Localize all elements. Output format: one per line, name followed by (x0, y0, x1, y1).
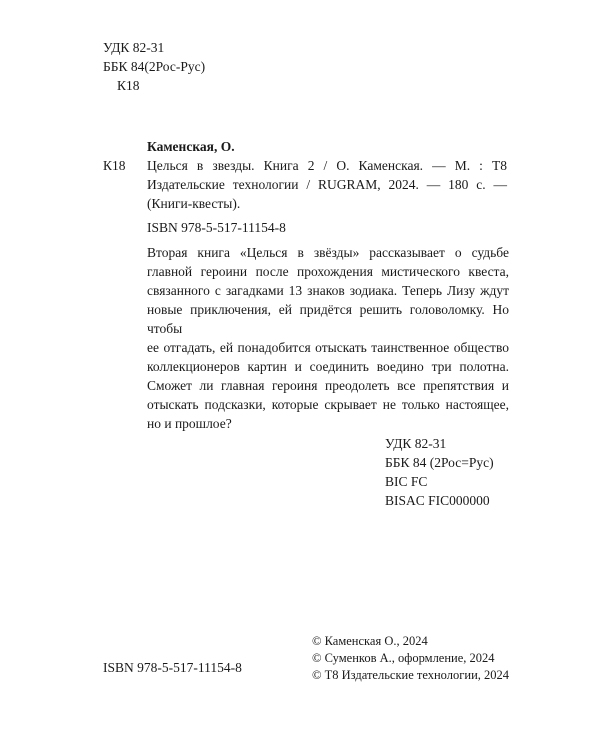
classification-block (385, 434, 494, 510)
header-classification (103, 38, 205, 95)
description-line: Целься в звезды. Книга 2 / О. Каменская. — М. : Т8 (147, 158, 507, 173)
copyright-line: © Т8 Издательские технологии, 2024 (312, 668, 510, 682)
isbn: ISBN 978-5-517-11154-8 (147, 220, 286, 235)
annotation-line: ее отгадать, ей понадобится отыскать таинственное общество (147, 340, 509, 355)
udk-code: УДК 82-31 (385, 436, 447, 451)
annotation-line: но и прошлое? (147, 416, 232, 431)
annotation-line: Сможет ли главная героиня преодолеть все препятствия и (147, 378, 509, 393)
bbk-code: ББК 84(2Рос-Рус) (103, 59, 206, 74)
annotation (147, 243, 509, 433)
copyright-line: © Суменков А., оформление, 2024 (312, 651, 495, 665)
bic-code: BIC FC (385, 474, 428, 489)
annotation-line: отыскать подсказки, которые скрывает не только настоящее, (147, 397, 509, 412)
footer-isbn: ISBN 978-5-517-11154-8 (103, 660, 242, 675)
author-name: Каменская, О. (147, 139, 235, 154)
catalog-code: К18 (103, 158, 126, 173)
author-sign: К18 (117, 78, 140, 93)
udk-code: УДК 82-31 (103, 40, 165, 55)
annotation-line: главной героини после прохождения мистического квеста, (147, 264, 509, 279)
bisac-code: BISAC FIC000000 (385, 493, 490, 508)
annotation-line: коллекционеров картин и соединить воедино три полотна. (147, 359, 509, 374)
description-line: Издательские технологии / RUGRAM, 2024. — 180 с. — (147, 177, 507, 192)
annotation-line: новые приключения, ей придётся решить головоломку. Но чтобы (147, 302, 509, 336)
bibliographic-description (147, 156, 507, 213)
copyright-line: © Каменская О., 2024 (312, 634, 428, 648)
description-line: (Книги-квесты). (147, 196, 241, 211)
annotation-line: Вторая книга «Целься в звёзды» рассказывает о судьбе (147, 245, 509, 260)
annotation-line: связанного с загадками 13 знаков зодиака. Теперь Лизу ждут (147, 283, 509, 298)
copyright-block (312, 633, 509, 684)
bbk-code: ББК 84 (2Рос=Рус) (385, 455, 494, 470)
